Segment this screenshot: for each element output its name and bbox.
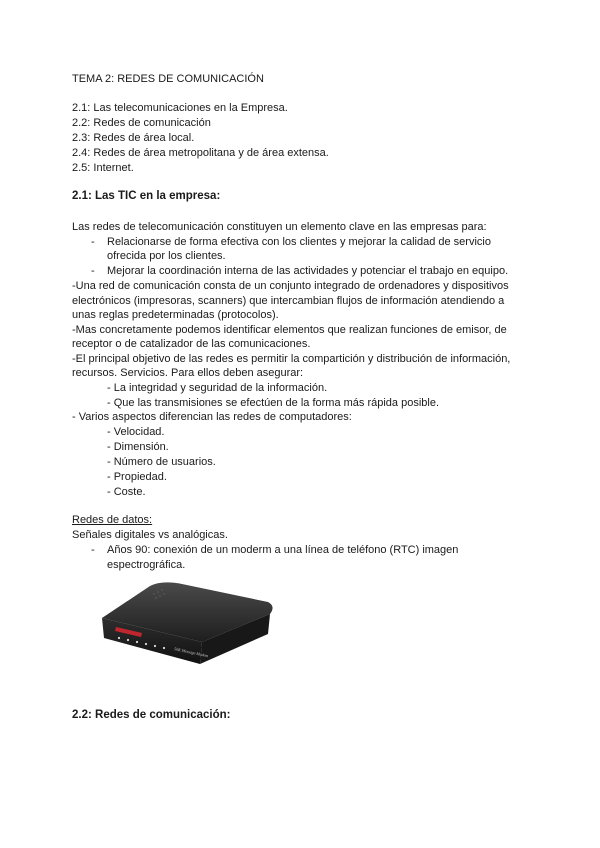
toc-item: 2.1: Las telecomunicaciones en la Empresa. (72, 102, 288, 114)
modem-label: 56K Message Modem (173, 646, 209, 659)
paragraph-line: Señales digitales vs analógicas. (72, 529, 228, 541)
paragraph-line: receptor o de catalizador de las comunicaciones. (72, 338, 311, 350)
bullet-text: espectrográfica. (107, 559, 186, 571)
bullet-text: Relacionarse de forma efectiva con los clientes y mejorar la calidad de servicio (107, 236, 491, 248)
paragraph-line: -Mas concretamente podemos identificar elementos que realizan funciones de emisor, de (72, 324, 507, 336)
section-heading: 2.2: Redes de comunicación: (72, 709, 231, 721)
toc-item: 2.4: Redes de área metropolitana y de área extensa. (72, 147, 329, 159)
list-item: - Velocidad. (107, 426, 165, 438)
paragraph-line: - Varios aspectos diferencian las redes de computadores: (72, 411, 352, 423)
bullet-text: ofrecida por los clientes. (107, 250, 226, 262)
paragraph-line: -El principal objetivo de las redes es permitir la compartición y distribución de información, (72, 353, 511, 365)
bullet-dash: - (91, 544, 95, 556)
toc-item: 2.5: Internet. (72, 162, 134, 174)
list-item: - La integridad y seguridad de la información. (107, 382, 328, 394)
bullet-dash: - (91, 236, 95, 248)
bullet-text: Mejorar la coordinación interna de las actividades y potenciar el trabajo en equipo. (107, 265, 509, 277)
paragraph-line: unas reglas predeterminadas (protocolos). (72, 309, 279, 321)
toc-item: 2.3: Redes de área local. (72, 132, 195, 144)
paragraph: Las redes de telecomunicación constituyen un elemento clave en las empresas para: (72, 221, 487, 233)
toc-item: 2.2: Redes de comunicación (72, 117, 211, 129)
list-item: - Número de usuarios. (107, 456, 216, 468)
list-item: - Que las transmisiones se efectúen de la forma más rápida posible. (107, 397, 439, 409)
list-item: - Propiedad. (107, 471, 167, 483)
paragraph-line: -Una red de comunicación consta de un conjunto integrado de ordenadores y dispositivos (72, 280, 509, 292)
paragraph-line: recursos. Servicios. Para ellos deben asegurar: (72, 367, 304, 379)
list-item: - Coste. (107, 486, 146, 498)
list-item: - Dimensión. (107, 441, 169, 453)
subsection-heading: Redes de datos: (72, 514, 153, 526)
section-heading: 2.1: Las TIC en la empresa: (72, 190, 221, 202)
modem-image (92, 580, 276, 672)
paragraph-line: electrónicos (impresoras, scanners) que intercambian flujos de información atendiendo a (72, 295, 505, 307)
page-title: TEMA 2: REDES DE COMUNICACIÓN (72, 73, 264, 85)
bullet-text: Años 90: conexión de un moderm a una línea de teléfono (RTC) imagen (107, 544, 459, 556)
bullet-dash: - (91, 265, 95, 277)
